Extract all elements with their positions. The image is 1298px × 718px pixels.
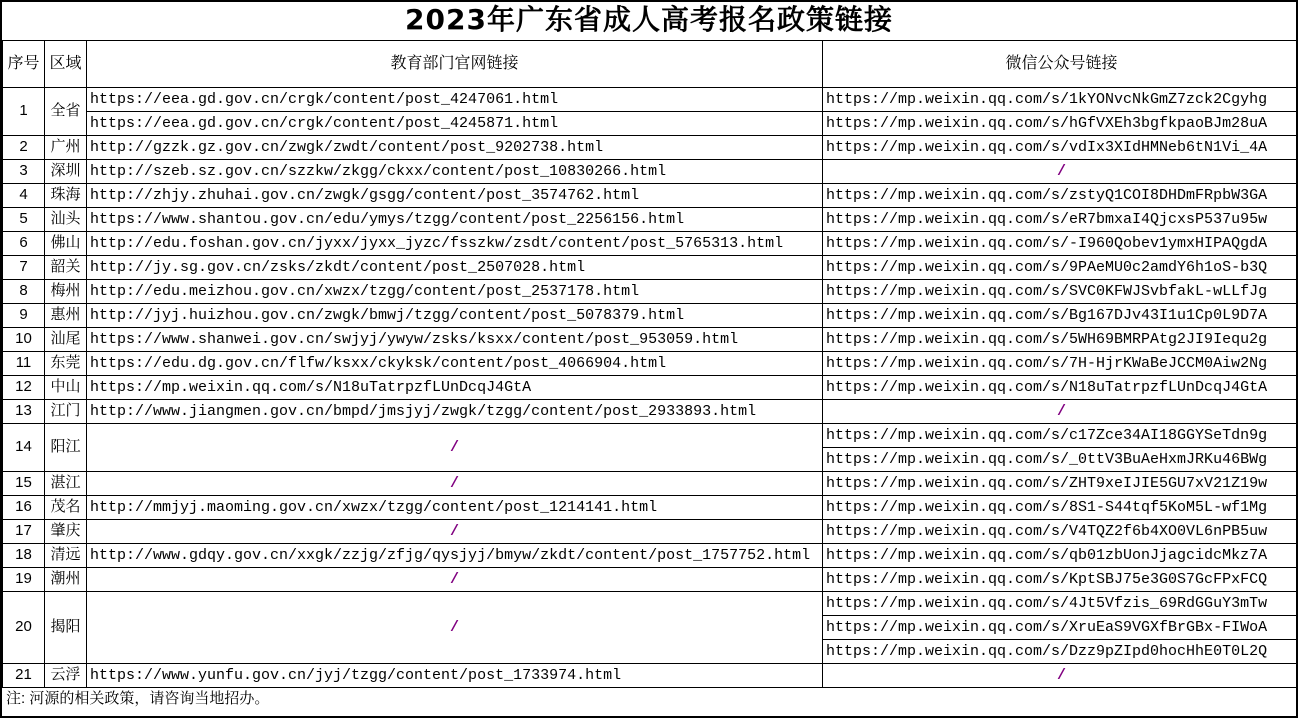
empty-marker-cell: / [87,520,823,544]
table-row [3,232,1298,256]
header-row [3,41,1298,88]
region-cell: 惠州 [45,304,87,328]
wechat-link-cell[interactable]: https://mp.weixin.qq.com/s/c17Zce34AI18GGYSeTdn9g [823,424,1298,448]
page-title: 2023年广东省成人高考报名政策链接 [405,3,893,36]
wechat-link-cell[interactable]: https://mp.weixin.qq.com/s/7H-HjrKWaBeJCCM0Aiw2Ng [823,352,1298,376]
region-cell: 茂名 [45,496,87,520]
table-row [3,112,1298,136]
gov-link-cell[interactable]: https://edu.dg.gov.cn/flfw/ksxx/ckyksk/content/post_4066904.html [87,352,823,376]
region-cell: 肇庆 [45,520,87,544]
row-number-cell: 10 [3,328,45,352]
wechat-link-cell[interactable]: https://mp.weixin.qq.com/s/ZHT9xeIJIE5GU7xV21Z19w [823,472,1298,496]
empty-marker-cell: / [87,568,823,592]
table-row [3,544,1298,568]
region-cell: 佛山 [45,232,87,256]
table-row [3,352,1298,376]
region-cell: 深圳 [45,160,87,184]
row-number-cell: 11 [3,352,45,376]
footnote: 注: 河源的相关政策，请咨询当地招办。 [6,690,270,707]
table-row [3,472,1298,496]
table-row [3,208,1298,232]
row-number-cell: 1 [3,88,45,136]
region-cell: 中山 [45,376,87,400]
row-number-cell: 15 [3,472,45,496]
wechat-link-cell[interactable]: https://mp.weixin.qq.com/s/vdIx3XIdHMNeb6tN1Vi_4A [823,136,1298,160]
region-cell: 汕尾 [45,328,87,352]
wechat-link-cell[interactable]: https://mp.weixin.qq.com/s/zstyQ1COI8DHDmFRpbW3GA [823,184,1298,208]
wechat-link-cell[interactable]: https://mp.weixin.qq.com/s/5WH69BMRPAtg2JI9Iequ2g [823,328,1298,352]
wechat-link-cell[interactable]: https://mp.weixin.qq.com/s/_0ttV3BuAeHxmJRKu46BWg [823,448,1298,472]
row-number-cell: 14 [3,424,45,472]
table-row [3,136,1298,160]
row-number-cell: 3 [3,160,45,184]
gov-link-cell[interactable]: http://www.jiangmen.gov.cn/bmpd/jmsjyj/zwgk/tzgg/content/post_2933893.html [87,400,823,424]
region-cell: 韶关 [45,256,87,280]
empty-marker-cell: / [87,592,823,664]
gov-link-cell[interactable]: https://www.yunfu.gov.cn/jyj/tzgg/content/post_1733974.html [87,664,823,688]
gov-link-cell[interactable]: https://www.shanwei.gov.cn/swjyj/ywyw/zsks/ksxx/content/post_953059.html [87,328,823,352]
links-table-body [3,88,1298,688]
wechat-link-cell[interactable]: https://mp.weixin.qq.com/s/Bg167DJv43I1u1Cp0L9D7A [823,304,1298,328]
wechat-link-cell[interactable]: https://mp.weixin.qq.com/s/KptSBJ75e3G0S7GcFPxFCQ [823,568,1298,592]
empty-marker-cell: / [823,400,1298,424]
row-number-cell: 16 [3,496,45,520]
table-row [3,304,1298,328]
wechat-link-cell[interactable]: https://mp.weixin.qq.com/s/9PAeMU0c2amdY6h1oS-b3Q [823,256,1298,280]
table-row [3,520,1298,544]
row-number-cell: 8 [3,280,45,304]
gov-link-cell[interactable]: https://mp.weixin.qq.com/s/N18uTatrpzfLUnDcqJ4GtA [87,376,823,400]
wechat-link-cell[interactable]: https://mp.weixin.qq.com/s/N18uTatrpzfLUnDcqJ4GtA [823,376,1298,400]
row-number-cell: 18 [3,544,45,568]
region-cell: 揭阳 [45,592,87,664]
gov-link-cell[interactable]: https://eea.gd.gov.cn/crgk/content/post_4245871.html [87,112,823,136]
gov-link-cell[interactable]: http://jy.sg.gov.cn/zsks/zkdt/content/post_2507028.html [87,256,823,280]
region-cell: 湛江 [45,472,87,496]
region-cell: 广州 [45,136,87,160]
gov-link-cell[interactable]: http://zhjy.zhuhai.gov.cn/zwgk/gsgg/content/post_3574762.html [87,184,823,208]
wechat-link-cell[interactable]: https://mp.weixin.qq.com/s/SVC0KFWJSvbfakL-wLLfJg [823,280,1298,304]
col-header-no: 序号 [3,41,45,88]
row-number-cell: 19 [3,568,45,592]
region-cell: 汕头 [45,208,87,232]
region-cell: 梅州 [45,280,87,304]
wechat-link-cell[interactable]: https://mp.weixin.qq.com/s/Dzz9pZIpd0hocHhE0T0L2Q [823,640,1298,664]
row-number-cell: 9 [3,304,45,328]
region-cell: 清远 [45,544,87,568]
table-row [3,184,1298,208]
region-cell: 阳江 [45,424,87,472]
gov-link-cell[interactable]: http://edu.meizhou.gov.cn/xwzx/tzgg/content/post_2537178.html [87,280,823,304]
region-cell: 江门 [45,400,87,424]
row-number-cell: 17 [3,520,45,544]
table-row [3,160,1298,184]
row-number-cell: 13 [3,400,45,424]
gov-link-cell[interactable]: http://mmjyj.maoming.gov.cn/xwzx/tzgg/content/post_1214141.html [87,496,823,520]
region-cell: 东莞 [45,352,87,376]
empty-marker-cell: / [87,472,823,496]
row-number-cell: 12 [3,376,45,400]
gov-link-cell[interactable]: http://gzzk.gz.gov.cn/zwgk/zwdt/content/post_9202738.html [87,136,823,160]
table-row [3,664,1298,688]
wechat-link-cell[interactable]: https://mp.weixin.qq.com/s/qb01zbUonJjagcidcMkz7A [823,544,1298,568]
row-number-cell: 21 [3,664,45,688]
row-number-cell: 7 [3,256,45,280]
wechat-link-cell[interactable]: https://mp.weixin.qq.com/s/eR7bmxaI4QjcxsP537u95w [823,208,1298,232]
gov-link-cell[interactable]: https://eea.gd.gov.cn/crgk/content/post_4247061.html [87,88,823,112]
wechat-link-cell[interactable]: https://mp.weixin.qq.com/s/4Jt5Vfzis_69RdGGuY3mTw [823,592,1298,616]
table-row [3,328,1298,352]
table-row [3,376,1298,400]
region-cell: 云浮 [45,664,87,688]
row-number-cell: 6 [3,232,45,256]
region-cell: 潮州 [45,568,87,592]
empty-marker-cell: / [87,424,823,472]
gov-link-cell[interactable]: https://www.shantou.gov.cn/edu/ymys/tzgg/content/post_2256156.html [87,208,823,232]
gov-link-cell[interactable]: http://szeb.sz.gov.cn/szzkw/zkgg/ckxx/content/post_10830266.html [87,160,823,184]
wechat-link-cell[interactable]: https://mp.weixin.qq.com/s/XruEaS9VGXfBrGBx-FIWoA [823,616,1298,640]
wechat-link-cell[interactable]: https://mp.weixin.qq.com/s/-I960Qobev1ymxHIPAQgdA [823,232,1298,256]
table-row [3,400,1298,424]
row-number-cell: 4 [3,184,45,208]
col-header-gov-link: 教育部门官网链接 [87,41,823,88]
wechat-link-cell[interactable]: https://mp.weixin.qq.com/s/V4TQZ2f6b4XO0VL6nPB5uw [823,520,1298,544]
gov-link-cell[interactable]: http://jyj.huizhou.gov.cn/zwgk/bmwj/tzgg/content/post_5078379.html [87,304,823,328]
row-number-cell: 2 [3,136,45,160]
table-row [3,256,1298,280]
col-header-region: 区域 [45,41,87,88]
wechat-link-cell[interactable]: https://mp.weixin.qq.com/s/hGfVXEh3bgfkpaoBJm28uA [823,112,1298,136]
empty-marker-cell: / [823,664,1298,688]
col-header-wechat-link: 微信公众号链接 [823,41,1298,88]
table-row [3,592,1298,616]
gov-link-cell[interactable]: http://www.gdqy.gov.cn/xxgk/zzjg/zfjg/qysjyj/bmyw/zkdt/content/post_1757752.html [87,544,823,568]
region-cell: 珠海 [45,184,87,208]
region-cell: 全省 [45,88,87,136]
wechat-link-cell[interactable]: https://mp.weixin.qq.com/s/1kYONvcNkGmZ7zck2Cgyhg [823,88,1298,112]
table-row [3,496,1298,520]
wechat-link-cell[interactable]: https://mp.weixin.qq.com/s/8S1-S44tqf5KoM5L-wf1Mg [823,496,1298,520]
policy-links-table [2,40,1298,688]
gov-link-cell[interactable]: http://edu.foshan.gov.cn/jyxx/jyxx_jyzc/fsszkw/zsdt/content/post_5765313.html [87,232,823,256]
table-row [3,88,1298,112]
table-row [3,568,1298,592]
table-row [3,424,1298,448]
row-number-cell: 20 [3,592,45,664]
empty-marker-cell: / [823,160,1298,184]
table-row [3,280,1298,304]
row-number-cell: 5 [3,208,45,232]
